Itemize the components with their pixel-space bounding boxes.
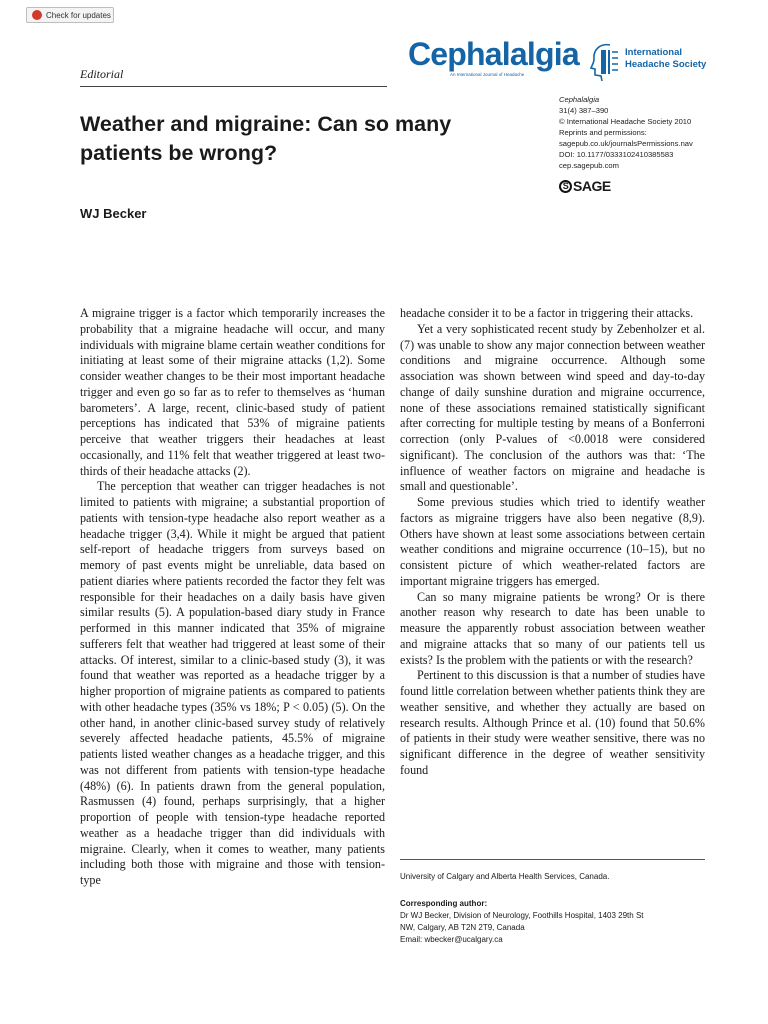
check-updates-icon	[32, 10, 42, 20]
meta-reprints-link[interactable]: sagepub.co.uk/journalsPermissions.nav	[559, 139, 693, 148]
article-author: WJ Becker	[80, 206, 147, 221]
article-title: Weather and migraine: Can so many patients be wrong?	[80, 112, 452, 165]
check-for-updates-badge[interactable]	[26, 7, 114, 23]
corresponding-author-details	[400, 910, 710, 946]
meta-reprints: Reprints and permissions:	[559, 128, 647, 137]
body-column-right	[400, 306, 705, 779]
headache-society-head-icon	[588, 42, 620, 82]
meta-journal: Cephalalgia	[559, 95, 600, 104]
meta-copyright: © International Headache Society 2010	[559, 117, 692, 126]
paragraph: Pertinent to this discussion is that a number of studies have found little correlation between whether patients think they are weather sensitive, and whether they actually are based on research results. Although Prince et al. (10) found that 50.6% of patients in their study were weather sensitive, there was no significant difference in the degree of weather sensitivity found	[400, 668, 705, 777]
paragraph: Can so many migraine patients be wrong? Or is there another reason why research to date has been unable to measure the apparently robust association between weather and migraine attacks that so many of our patients tell us exists? Is the problem with the patients or with the research?	[400, 589, 705, 667]
sage-mark-icon: S	[559, 180, 572, 193]
corresponding-author-heading: Corresponding author:	[400, 899, 488, 908]
article-metadata	[559, 94, 693, 171]
corresponding-email[interactable]: Email: wbecker@ucalgary.ca	[400, 935, 503, 944]
meta-doi[interactable]: DOI: 10.1177/0333102410385583	[559, 150, 674, 159]
meta-site-link[interactable]: cep.sagepub.com	[559, 161, 619, 170]
section-divider	[80, 86, 387, 87]
footnote-divider	[400, 859, 705, 860]
journal-logo[interactable]: Cephalalgia	[408, 36, 579, 72]
paragraph: The perception that weather can trigger headaches is not limited to patients with migraine; a substantial proportion of patients with tension-type headache also report weather as a headache trigger (3,4). While it might be argued that patient self-report of headache triggers from surveys based on memory of past events might be unreliable, data based on patient diaries where patients recorded the factor they felt was responsible for their headaches on a daily basis have given similar results (5). A population-based diary study in France performed in this manner indicated that 35% of migraine sufferers felt that weather had triggered at least some of their attacks. Of interest, similar to a clinic-based study (3), it was found that weather was reported as a headache trigger by a higher proportion of migraine patients as compared to patients with other headache types (35% vs 18%; P < 0.05) (5). On the other hand, in another clinic-based survey study of relatively severely affected headache patients, 45.5% of migraine patients listed weather changes as a headache trigger, and this was not different from patients with tension-type headache (48%) (6). In patients drawn from the general population, Rasmussen (4) found, perhaps surprisingly, that a higher proportion of people with tension-type headache reported weather as a headache trigger than did individuals with migraine. Clearly, when it comes to weather, many patients including both those with migraine and those with tension-type	[80, 479, 385, 887]
journal-tagline: An International Journal of Headache	[450, 72, 525, 77]
meta-volume: 31(4) 387–390	[559, 106, 609, 115]
paragraph: A migraine trigger is a factor which temporarily increases the probability that a migraine headache will occur, and many individuals with migraine blame certain weather conditions for initiating at least some of their migraine attacks (1,2). Some consider weather changes to be their most important headache trigger and even go so far as to refer to themselves as ‘human barometers’. A large, recent, clinic-based study of patient perceptions has indicated that 53% of migraine patients perceive that weather triggers their headaches at least occasionally, and 11% felt that weather triggered at least two-thirds of their headache attacks (2).	[80, 306, 385, 478]
society-name: International Headache Society	[625, 47, 707, 70]
section-label: Editorial	[80, 67, 124, 81]
paragraph: headache consider it to be a factor in triggering their attacks.	[400, 306, 694, 320]
sage-logo	[559, 178, 611, 194]
corresponding-address-line2: NW, Calgary, AB T2N 2T9, Canada	[400, 923, 525, 932]
corresponding-address-line1: Dr WJ Becker, Division of Neurology, Foothills Hospital, 1403 29th St	[400, 911, 644, 920]
body-column-left	[80, 306, 385, 889]
affiliation: University of Calgary and Alberta Health Services, Canada.	[400, 872, 610, 881]
sage-wordmark: SAGE	[573, 178, 611, 194]
paragraph: Some previous studies which tried to identify weather factors as migraine triggers have also been negative (8,9). Others have shown at least some associations between certain weather conditions and migraine occurrence (10–15), but no consistent picture of which weather-related factors are important migraine triggers has emerged.	[400, 495, 705, 588]
check-updates-label: Check for updates	[46, 10, 111, 20]
paragraph: Yet a very sophisticated recent study by Zebenholzer et al. (7) was unable to show any major connection between weather conditions and migraine occurrence. Although some association was shown between wind speed and day-to-day change of daily sunshine duration and migraine occurrence, none of these associations remained statistically significant after correcting for multiple testing by means of a Bonferroni correction (only P-values of <0.0018 were considered significant). The conclusion of the authors was that: ‘The influence of weather factors on migraine and headache is small and questionable’.	[400, 321, 705, 494]
